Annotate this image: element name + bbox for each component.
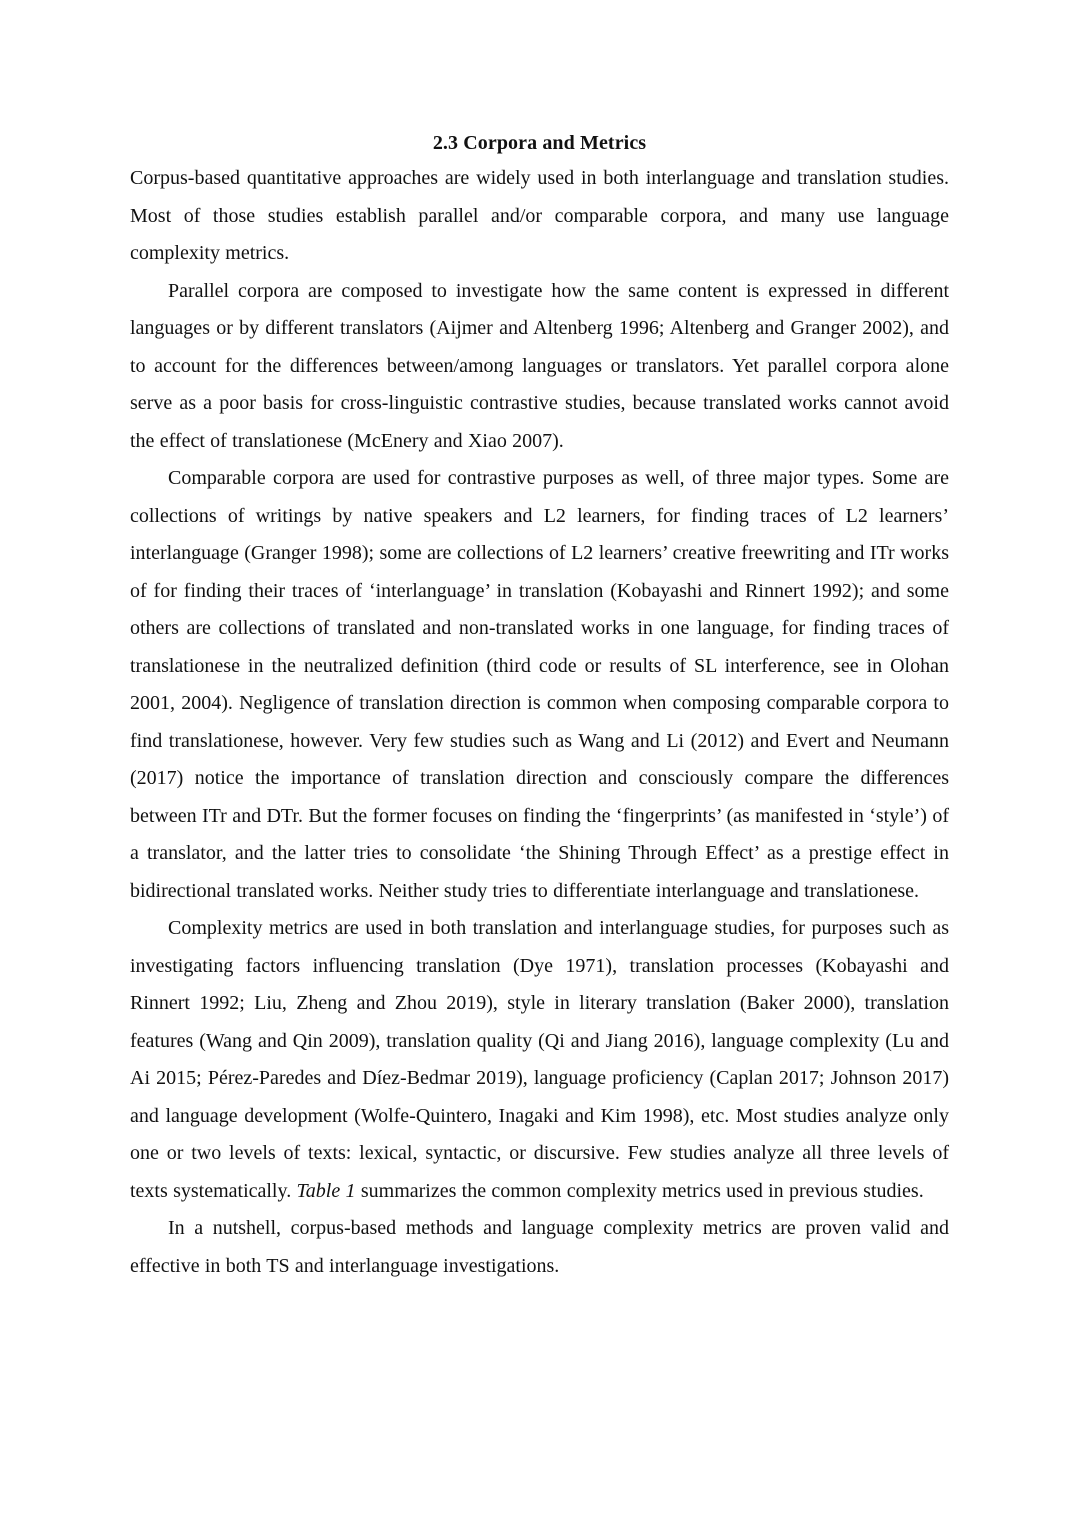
paragraph-intro: Corpus-based quantitative approaches are widely used in both interlanguage and translation studies. Most of those studies establish parallel and/or comparable corpora, and many use language complexity metrics. xyxy=(130,167,949,264)
paragraph-complexity-metrics xyxy=(130,910,949,1210)
section-body xyxy=(130,126,949,1285)
section-heading: 2.3 Corpora and Metrics xyxy=(432,132,647,154)
paragraph-comparable-corpora: Comparable corpora are used for contrastive purposes as well, of three major types. Some are collections of writings by native speakers and L2 learners, for finding traces of L2 learners’ interlanguage (Granger 1998); some are collections of L2 learners’ creative freewriting and ITr works of for finding their traces of ‘interlanguage’ in translation (Kobayashi and Rinnert 1992); and some others are collections of translated and non-translated works in one language, for finding traces of translationese in the neutralized definition (third code or results of SL interference, see in Olohan 2001, 2004). Negligence of translation direction is common when composing comparable corpora to find translationese, however. Very few studies such as Wang and Li (2012) and Evert and Neumann (2017) notice the importance of translation direction and consciously compare the differences between ITr and DTr. But the former focuses on finding the ‘fingerprints’ (as manifested in ‘style’) of a translator, and the latter tries to consolidate ‘the Shining Through Effect’ as a prestige effect in bidirectional translated works. Neither study tries to differentiate interlanguage and translationese. xyxy=(130,467,949,902)
paragraph-complexity-metrics-end: summarizes the common complexity metrics used in previous studies. xyxy=(360,1179,924,1202)
paragraph-complexity-metrics-text: Complexity metrics are used in both translation and interlanguage studies, for purposes such as investigating factors influencing translation (Dye 1971), translation processes (Kobayashi and Rinnert 1992; Liu, Zheng and Zhou 2019), style in literary translation (Baker 2000), translation features (Wang and Qin 2009), translation quality (Qi and Jiang 2016), language complexity (Lu and Ai 2015; Pérez-Paredes and Díez-Bedmar 2019), language proficiency (Caplan 2017; Johnson 2017) and language development (Wolfe-Quintero, Inagaki and Kim 1998), etc. Most studies analyze only one or two levels of texts: lexical, syntactic, or discursive. Few studies analyze all three levels of texts systematically. xyxy=(130,917,949,1202)
table-reference: Table 1 xyxy=(296,1179,356,1202)
paragraph-conclusion: In a nutshell, corpus-based methods and language complexity metrics are proven valid and effective in both TS and interlanguage investigations. xyxy=(130,1217,949,1277)
paragraph-parallel-corpora: Parallel corpora are composed to investigate how the same content is expressed in different languages or by different translators (Aijmer and Altenberg 1996; Altenberg and Granger 2002), and to account for the differences between/among languages or translators. Yet parallel corpora alone serve as a poor basis for cross-linguistic contrastive studies, because translated works cannot avoid the effect of translationese (McEnery and Xiao 2007). xyxy=(130,279,949,452)
